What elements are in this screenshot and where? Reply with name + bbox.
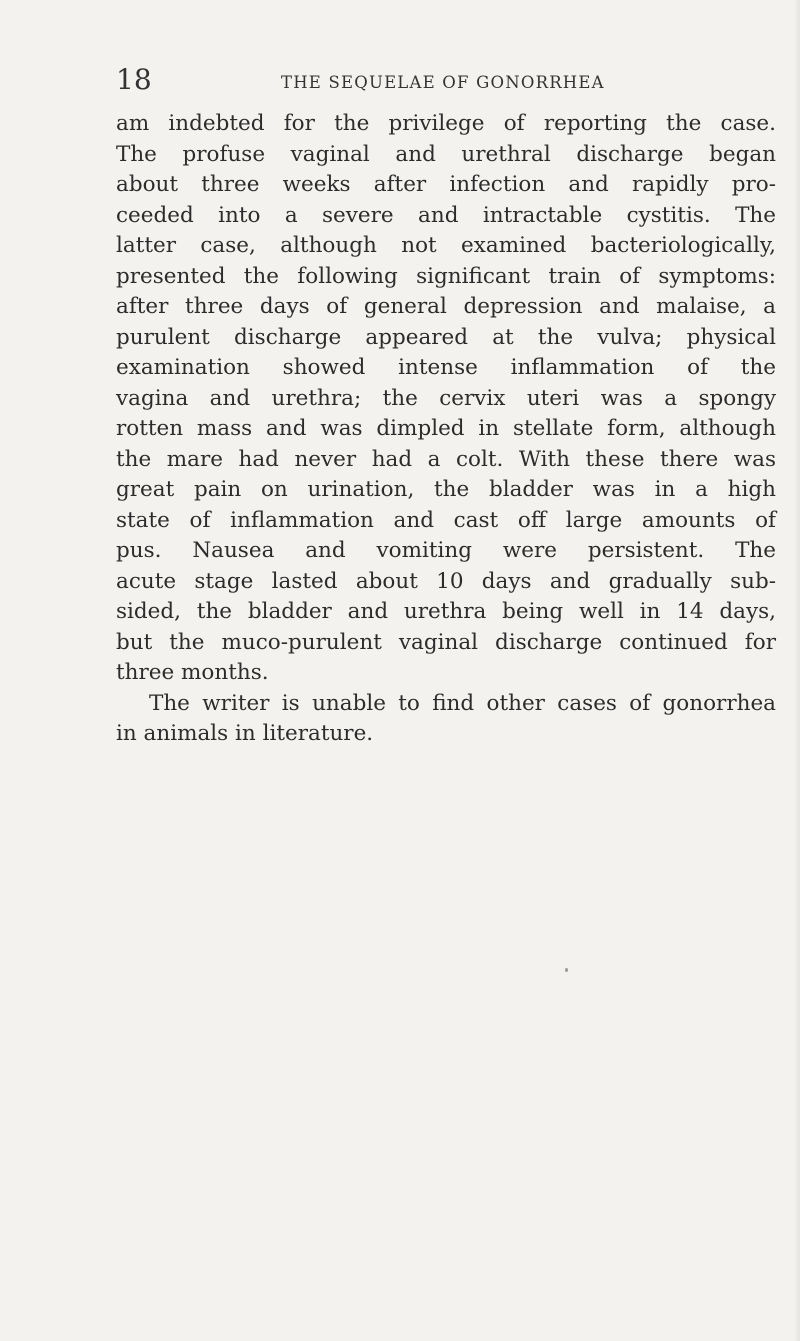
text-line: acute stage lasted about 10 days and gradually sub- [116,568,776,594]
text-line: after three days of general depression and malaise, a [116,294,776,319]
text-line: latter case, although not examined bacteriologically, [116,233,776,258]
text-line: the mare had never had a colt. With these there was [116,446,776,472]
text-line: three months. [116,660,269,685]
body-text [116,109,776,750]
text-line: pus. Nausea and vomiting were persistent. The [116,538,776,563]
running-head: THE SEQUELAE OF GONORRHEA [281,73,605,92]
paragraph-1 [116,109,776,689]
page-number: 18 [116,63,152,96]
paragraph-2 [116,689,776,750]
text-line: examination showed intense inflammation of the [116,355,776,380]
paper-speck [565,968,568,972]
text-line: The writer is unable to find other cases of gonorrhea [149,690,776,716]
page-header [116,60,656,100]
text-line: presented the following significant train of symptoms: [116,263,776,289]
text-line: purulent discharge appeared at the vulva; physical [116,324,776,350]
text-line: about three weeks after infection and rapidly pro- [116,172,776,197]
text-line: sided, the bladder and urethra being well in 14 days, [116,599,776,624]
text-line: in animals in literature. [116,721,374,746]
text-line: vagina and urethra; the cervix uteri was a spongy [116,385,776,411]
text-line: am indebted for the privilege of reporting the case. [116,111,776,136]
page-edge-shadow [794,0,800,1341]
text-line: rotten mass and was dimpled in stellate form, although [116,416,776,441]
text-line: ceeded into a severe and intractable cystitis. The [116,202,776,228]
text-line: The profuse vaginal and urethral discharge began [116,141,776,167]
text-line: but the muco-purulent vaginal discharge continued for [116,629,776,655]
text-line: great pain on urination, the bladder was in a high [116,477,776,502]
text-line: state of inflammation and cast off large amounts of [116,507,776,533]
